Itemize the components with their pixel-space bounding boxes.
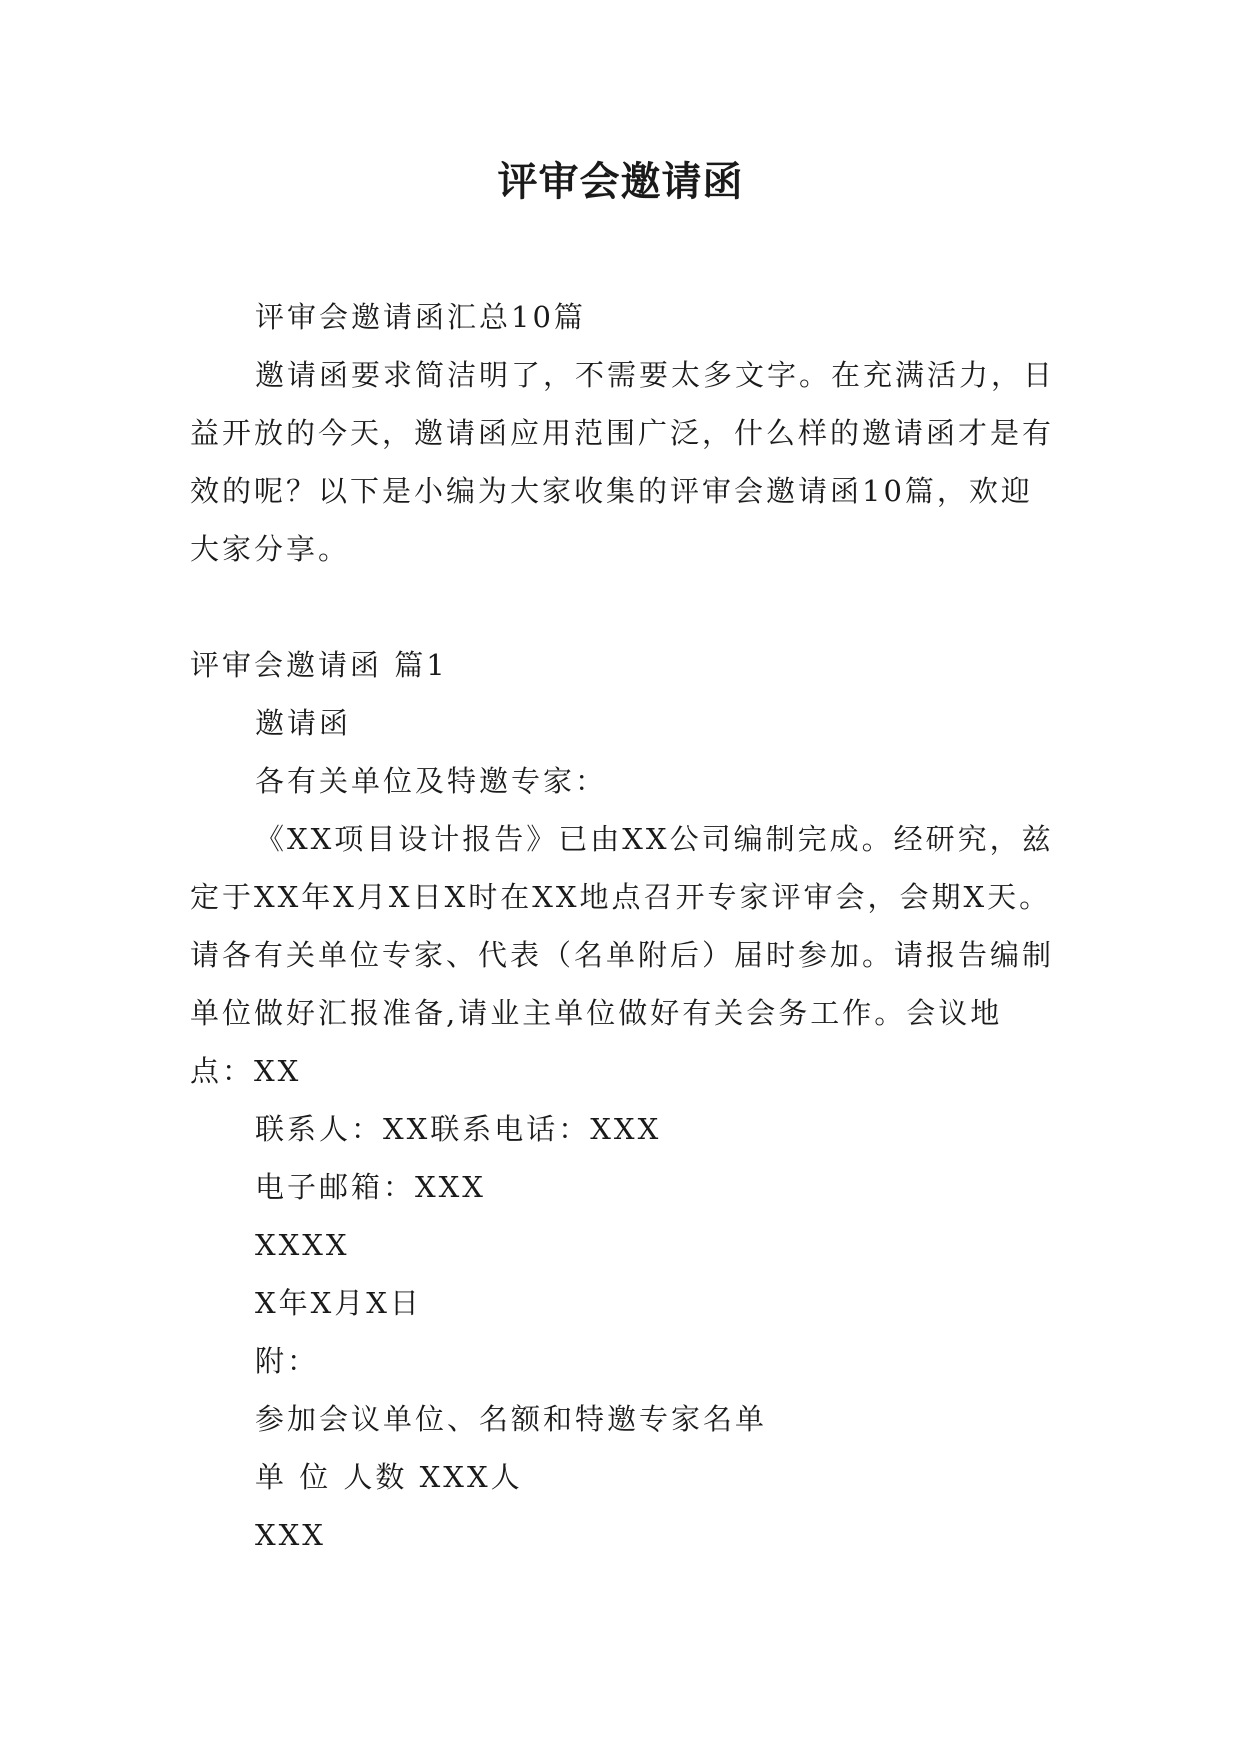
intro-paragraph: 邀请函要求简洁明了，不需要太多文字。在充满活力，日益开放的今天，邀请函应用范围广泛，什么样的邀请函才是有效的呢？以下是小编为大家收集的评审会邀请函10篇，欢迎大家分享。 — [190, 358, 1056, 566]
page-title: 评审会邀请函 — [497, 158, 744, 205]
section-heading: 评审会邀请函 篇1 — [190, 648, 448, 682]
signature-date: X年X月X日 — [255, 1286, 422, 1320]
contact-line: 联系人：XX联系电话：XXX — [255, 1112, 662, 1146]
letter-salutation: 各有关单位及特邀专家： — [255, 764, 608, 798]
email-line: 电子邮箱：XXX — [255, 1170, 486, 1204]
letter-body-paragraph: 《XX项目设计报告》已由XX公司编制完成。经研究，兹定于XX年X月X日X时在XX地点召开专家评审会，会期X天。请各有关单位专家、代表（名单附后）届时参加。请报告编制单位做好汇报准备,请业主单位做好有关会务工作。会议地点：XX — [190, 822, 1055, 1088]
signature-organization: XXXX — [255, 1228, 350, 1262]
attachment-label: 附： — [255, 1344, 320, 1378]
document-body — [190, 288, 1062, 1564]
letter-heading: 邀请函 — [255, 706, 352, 740]
intro-subtitle: 评审会邀请函汇总10篇 — [255, 300, 586, 334]
attachment-title: 参加会议单位、名额和特邀专家名单 — [255, 1402, 768, 1436]
attachment-table-row: XXX — [255, 1518, 326, 1552]
attachment-table-header: 单 位 人数 XXX人 — [255, 1460, 523, 1494]
